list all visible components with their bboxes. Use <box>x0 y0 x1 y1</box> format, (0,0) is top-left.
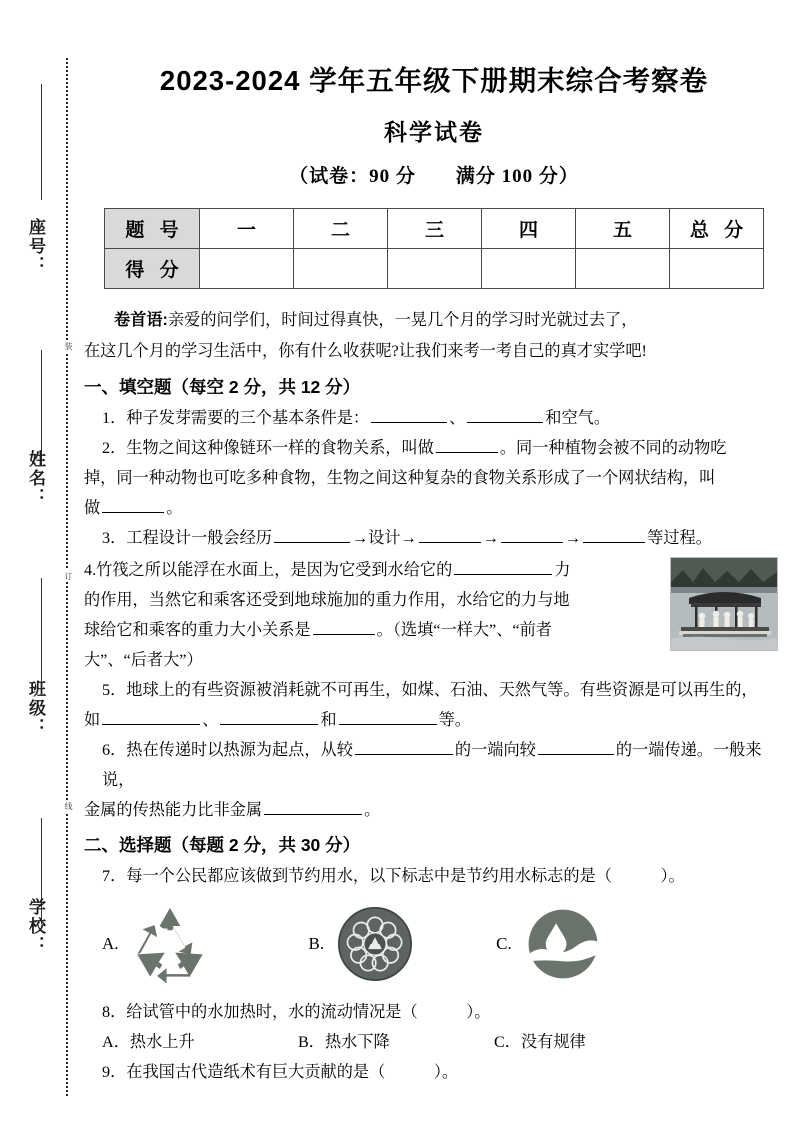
question-7-option-b[interactable] <box>309 901 419 987</box>
question-3-text-b: →设计→ <box>351 529 417 547</box>
option-letter-a: A. <box>102 934 119 953</box>
page-title: 2023-2024 学年五年级下册期末综合考察卷 <box>159 65 709 96</box>
blank-1-1[interactable] <box>371 407 447 423</box>
question-6-text-d: 金属的传热能力比非金属 <box>84 801 263 819</box>
question-2-text-a: 2．生物之间这种像链环一样的食物关系，叫做 <box>102 439 434 457</box>
blank-6-2[interactable] <box>538 739 614 755</box>
question-6-cont <box>84 795 784 825</box>
blank-5-1[interactable] <box>102 709 200 725</box>
binding-rule-name <box>41 350 42 466</box>
water-saving-logo-icon <box>520 901 606 987</box>
blank-5-3[interactable] <box>339 709 437 725</box>
question-6 <box>84 735 784 795</box>
question-4-text-c: 球给它和乘客的重力大小关系是 <box>84 621 311 639</box>
preface-lead-label: 卷首语: <box>114 311 168 329</box>
question-6-text-b: 的一端向较 <box>454 741 536 759</box>
question-4-text-a: 4.竹筏之所以能浮在水面上，是因为它受到水给它的 <box>84 561 453 579</box>
question-5-text-a: 如 <box>84 711 101 729</box>
question-3-text-d: → <box>564 529 582 547</box>
question-2-text-b: 。同一种植物会被不同的动物吃 <box>499 439 727 457</box>
option-letter-c: C. <box>496 934 512 953</box>
question-8-choice-c[interactable]: C．没有规律 <box>494 1033 586 1051</box>
preface-text-1: 亲爱的问学们，时间过得真快，一晃几个月的学习时光就过去了， <box>167 311 638 329</box>
question-2-cont-2 <box>84 493 784 523</box>
question-7-option-a[interactable] <box>102 901 213 987</box>
blank-1-2[interactable] <box>467 407 543 423</box>
preface-block <box>84 305 784 367</box>
score-cell-1[interactable] <box>200 249 294 289</box>
binding-rule-seat <box>41 84 42 200</box>
table-cell-section-2: 二 <box>294 209 388 249</box>
question-5: 5．地球上的有些资源被消耗就不可再生，如煤、石油、天然气等。有些资源是可以再生的， <box>102 681 758 699</box>
question-4-line-1 <box>84 555 662 585</box>
table-row-scores <box>105 249 764 289</box>
question-2 <box>84 433 784 463</box>
blank-2-2[interactable] <box>102 497 164 513</box>
question-3-text-e: 等过程。 <box>647 529 712 547</box>
question-8-choice-b[interactable]: B．热水下降 <box>298 1033 390 1051</box>
binding-label-class: 班级： <box>26 680 45 737</box>
bamboo-raft-illustration <box>671 558 777 650</box>
question-6-text-a: 6．热在传递时以热源为起点，从较 <box>102 741 353 759</box>
table-header-score: 得 分 <box>105 249 200 289</box>
score-cell-total[interactable] <box>670 249 764 289</box>
score-table <box>104 208 764 289</box>
question-7-option-c[interactable] <box>496 901 606 987</box>
question-3-text-c: → <box>482 529 499 547</box>
question-4-text-b: 力 <box>554 561 571 579</box>
table-header-question-number: 题 号 <box>105 209 200 249</box>
question-3-text-a: 3．工程设计一般会经历 <box>102 529 272 547</box>
score-cell-5[interactable] <box>576 249 670 289</box>
binding-rule-class <box>41 578 42 694</box>
question-1-text-a: 1．种子发芽需要的三个基本条件是： <box>102 409 370 427</box>
table-cell-total: 总 分 <box>670 209 764 249</box>
blank-3-4[interactable] <box>583 527 645 543</box>
table-cell-section-3: 三 <box>388 209 482 249</box>
table-cell-section-5: 五 <box>576 209 670 249</box>
blank-6-1[interactable] <box>355 739 453 755</box>
fold-char-ding: 订 <box>60 570 74 582</box>
table-cell-section-1: 一 <box>200 209 294 249</box>
blank-6-3[interactable] <box>264 799 362 815</box>
blank-4-2[interactable] <box>313 619 375 635</box>
recycle-symbol-icon <box>127 901 213 987</box>
question-9: 9．在我国古代造纸术有巨大贡献的是（ ）。 <box>102 1063 459 1081</box>
blank-4-1[interactable] <box>454 559 552 575</box>
preface-line-1 <box>84 305 784 336</box>
question-1 <box>84 403 784 433</box>
fold-char-xian: 线 <box>60 800 74 812</box>
question-2-text-d: 。 <box>166 499 183 517</box>
option-letter-b: B. <box>308 934 325 953</box>
blank-3-2[interactable] <box>419 527 481 543</box>
blank-3-1[interactable] <box>274 527 350 543</box>
subject-title: 科学试卷 <box>384 119 484 145</box>
preface-line-2: 在这几个月的学习生活中，你有什么收获呢?让我们来考一考自己的真才实学吧! <box>84 342 647 360</box>
question-8-choice-a[interactable]: A．热水上升 <box>102 1033 195 1051</box>
exam-paper-body <box>84 0 784 1131</box>
binding-margin <box>0 0 80 1131</box>
score-cell-2[interactable] <box>294 249 388 289</box>
question-4-block <box>84 555 784 675</box>
question-5-cont <box>84 705 784 735</box>
score-cell-3[interactable] <box>388 249 482 289</box>
question-4-line-4: 大”、“后者大”） <box>84 651 203 669</box>
section-heading-multiple-choice: 二、选择题（每题 2 分，共 30 分） <box>84 835 361 855</box>
fold-char-zhuang: 装 <box>60 340 74 352</box>
question-6-text-c: 的一端传递。一般来说， <box>102 741 762 789</box>
table-row-question-numbers <box>105 209 764 249</box>
question-4-line-3 <box>84 615 662 645</box>
question-1-text-c: 和空气。 <box>545 409 611 427</box>
question-4-text <box>84 555 662 675</box>
environment-emblem-icon <box>332 901 418 987</box>
bamboo-raft-photo <box>670 557 778 651</box>
question-7-options <box>84 901 784 987</box>
section-heading-fill-blank: 一、填空题（每空 2 分，共 12 分） <box>84 377 361 397</box>
question-5-text-b: 、 <box>202 711 219 729</box>
blank-3-3[interactable] <box>501 527 563 543</box>
question-6-text-e: 。 <box>364 801 381 819</box>
question-5-text-c: 和 <box>320 711 337 729</box>
question-3 <box>84 523 784 553</box>
score-note: （试卷：90 分 满分 100 分） <box>289 166 579 187</box>
table-cell-section-4: 四 <box>482 209 576 249</box>
binding-label-seat: 座号： <box>26 218 45 275</box>
question-4-line-2: 的作用，当然它和乘客还受到地球施加的重力作用，水给它的力与地 <box>84 591 570 609</box>
question-8-choices <box>84 1027 784 1057</box>
binding-label-school: 学校： <box>26 898 45 955</box>
question-1-text-b: 、 <box>449 409 466 427</box>
blank-2-1[interactable] <box>436 437 498 453</box>
question-8: 8．给试管中的水加热时，水的流动情况是（ ）。 <box>102 1003 491 1021</box>
binding-label-name: 姓名： <box>26 450 45 507</box>
blank-5-2[interactable] <box>220 709 318 725</box>
question-5-text-d: 等。 <box>438 711 471 729</box>
question-4-text-d: 。（选填“一样大”、“前者 <box>376 621 552 639</box>
question-2-cont-1: 掉，同一种动物也可吃多种食物，生物之间这种复杂的食物关系形成了一个网状结构，叫 <box>84 469 716 487</box>
question-7: 7．每一个公民都应该做到节约用水，以下标志中是节约用水标志的是（ ）。 <box>102 867 685 885</box>
score-cell-4[interactable] <box>482 249 576 289</box>
question-2-text-c: 做 <box>84 499 101 517</box>
